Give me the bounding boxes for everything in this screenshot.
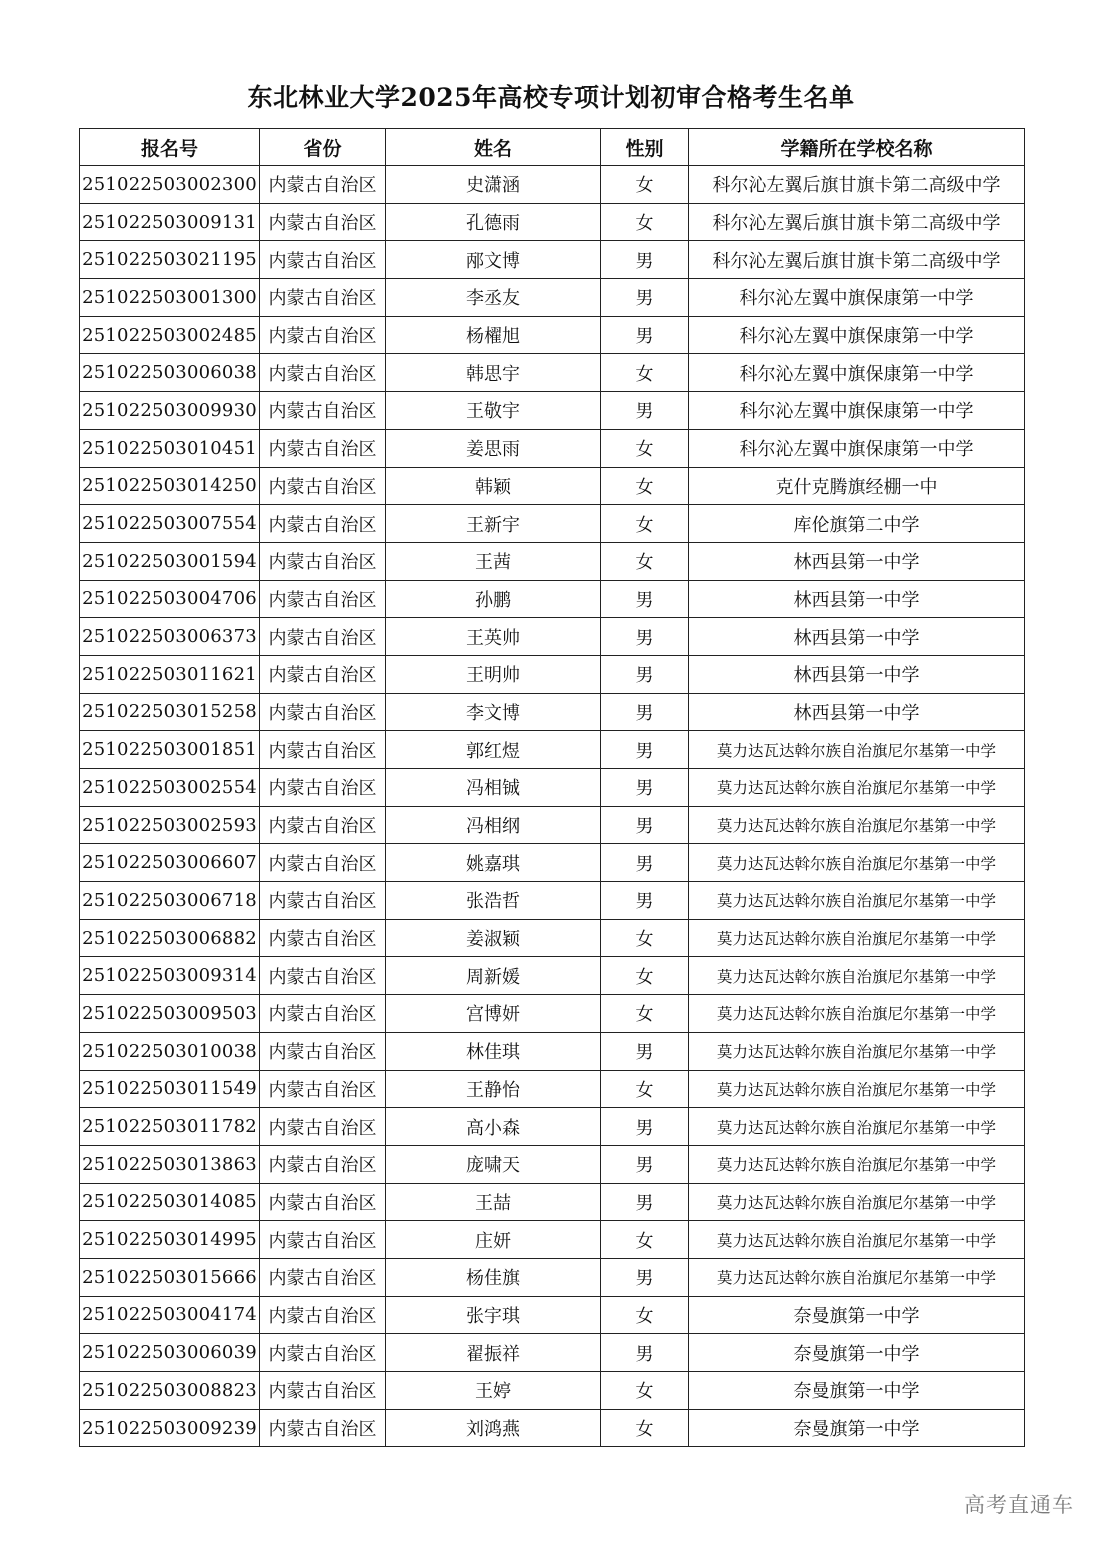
table-row xyxy=(80,580,1025,618)
school-cell: 科尔沁左翼后旗甘旗卡第二高级中学 xyxy=(689,241,1025,279)
name-cell: 翟振祥 xyxy=(386,1334,601,1372)
province-cell: 内蒙古自治区 xyxy=(260,580,386,618)
name-cell: 王茜 xyxy=(386,542,601,580)
table-row xyxy=(80,1258,1025,1296)
school-cell: 林西县第一中学 xyxy=(689,542,1025,580)
name-cell: 郭红煜 xyxy=(386,731,601,769)
name-cell: 高小森 xyxy=(386,1108,601,1146)
name-cell: 庄妍 xyxy=(386,1221,601,1259)
school-cell: 莫力达瓦达斡尔族自治旗尼尔基第一中学 xyxy=(689,731,1025,769)
gender-cell: 女 xyxy=(601,1221,689,1259)
province-cell: 内蒙古自治区 xyxy=(260,769,386,807)
registration-number-cell: 251022503009131 xyxy=(80,203,260,241)
gender-cell: 女 xyxy=(601,919,689,957)
name-cell: 王婷 xyxy=(386,1372,601,1410)
table-row xyxy=(80,995,1025,1033)
province-cell: 内蒙古自治区 xyxy=(260,279,386,317)
school-cell: 科尔沁左翼中旗保康第一中学 xyxy=(689,392,1025,430)
header-row xyxy=(80,129,1025,166)
school-cell: 林西县第一中学 xyxy=(689,693,1025,731)
registration-number-cell: 251022503021195 xyxy=(80,241,260,279)
school-cell: 科尔沁左翼中旗保康第一中学 xyxy=(689,354,1025,392)
school-cell: 奈曼旗第一中学 xyxy=(689,1296,1025,1334)
registration-number-cell: 251022503006039 xyxy=(80,1334,260,1372)
name-cell: 韩颖 xyxy=(386,467,601,505)
table-row xyxy=(80,919,1025,957)
page-title: 东北林业大学2025年高校专项计划初审合格考生名单 xyxy=(247,83,855,112)
registration-number-cell: 251022503010451 xyxy=(80,429,260,467)
school-cell: 库伦旗第二中学 xyxy=(689,505,1025,543)
school-cell: 奈曼旗第一中学 xyxy=(689,1409,1025,1447)
table-row xyxy=(80,806,1025,844)
province-cell: 内蒙古自治区 xyxy=(260,1258,386,1296)
name-cell: 宫博妍 xyxy=(386,995,601,1033)
table-row xyxy=(80,354,1025,392)
school-cell: 克什克腾旗经棚一中 xyxy=(689,467,1025,505)
school-cell: 林西县第一中学 xyxy=(689,655,1025,693)
name-cell: 周新媛 xyxy=(386,957,601,995)
registration-number-cell: 251022503002593 xyxy=(80,806,260,844)
table-row xyxy=(80,1372,1025,1410)
table-row xyxy=(80,693,1025,731)
table-row xyxy=(80,957,1025,995)
name-cell: 李文博 xyxy=(386,693,601,731)
province-cell: 内蒙古自治区 xyxy=(260,1070,386,1108)
table-row xyxy=(80,769,1025,807)
table-header xyxy=(80,129,1025,166)
name-cell: 王英帅 xyxy=(386,618,601,656)
gender-cell: 女 xyxy=(601,429,689,467)
registration-number-cell: 251022503001851 xyxy=(80,731,260,769)
registration-number-cell: 251022503011549 xyxy=(80,1070,260,1108)
province-cell: 内蒙古自治区 xyxy=(260,1334,386,1372)
table-row xyxy=(80,166,1025,204)
school-cell: 科尔沁左翼后旗甘旗卡第二高级中学 xyxy=(689,166,1025,204)
province-cell: 内蒙古自治区 xyxy=(260,354,386,392)
province-cell: 内蒙古自治区 xyxy=(260,995,386,1033)
province-cell: 内蒙古自治区 xyxy=(260,505,386,543)
school-cell: 莫力达瓦达斡尔族自治旗尼尔基第一中学 xyxy=(689,1070,1025,1108)
gender-cell: 女 xyxy=(601,957,689,995)
registration-number-cell: 251022503001594 xyxy=(80,542,260,580)
gender-cell: 男 xyxy=(601,1334,689,1372)
school-cell: 莫力达瓦达斡尔族自治旗尼尔基第一中学 xyxy=(689,957,1025,995)
school-cell: 莫力达瓦达斡尔族自治旗尼尔基第一中学 xyxy=(689,882,1025,920)
school-cell: 莫力达瓦达斡尔族自治旗尼尔基第一中学 xyxy=(689,1108,1025,1146)
name-cell: 杨佳旗 xyxy=(386,1258,601,1296)
table-row xyxy=(80,505,1025,543)
province-cell: 内蒙古自治区 xyxy=(260,844,386,882)
name-cell: 杨櫂旭 xyxy=(386,316,601,354)
registration-number-cell: 251022503006607 xyxy=(80,844,260,882)
gender-cell: 男 xyxy=(601,241,689,279)
gender-cell: 男 xyxy=(601,279,689,317)
table-row xyxy=(80,618,1025,656)
school-cell: 莫力达瓦达斡尔族自治旗尼尔基第一中学 xyxy=(689,806,1025,844)
province-cell: 内蒙古自治区 xyxy=(260,618,386,656)
table-row xyxy=(80,1032,1025,1070)
name-cell: 张浩哲 xyxy=(386,882,601,920)
gender-cell: 女 xyxy=(601,467,689,505)
gender-cell: 男 xyxy=(601,316,689,354)
name-cell: 孙鹏 xyxy=(386,580,601,618)
registration-number-cell: 251022503001300 xyxy=(80,279,260,317)
name-cell: 姜思雨 xyxy=(386,429,601,467)
school-cell: 科尔沁左翼中旗保康第一中学 xyxy=(689,279,1025,317)
registration-number-cell: 251022503004706 xyxy=(80,580,260,618)
province-cell: 内蒙古自治区 xyxy=(260,203,386,241)
gender-cell: 男 xyxy=(601,392,689,430)
gender-cell: 女 xyxy=(601,1296,689,1334)
gender-cell: 女 xyxy=(601,505,689,543)
province-cell: 内蒙古自治区 xyxy=(260,429,386,467)
table-row xyxy=(80,1221,1025,1259)
name-cell: 邴文博 xyxy=(386,241,601,279)
gender-cell: 男 xyxy=(601,1258,689,1296)
province-cell: 内蒙古自治区 xyxy=(260,1296,386,1334)
province-cell: 内蒙古自治区 xyxy=(260,1032,386,1070)
name-cell: 刘鸿燕 xyxy=(386,1409,601,1447)
province-cell: 内蒙古自治区 xyxy=(260,542,386,580)
gender-cell: 男 xyxy=(601,882,689,920)
table-row xyxy=(80,1183,1025,1221)
registration-number-cell: 251022503015666 xyxy=(80,1258,260,1296)
school-cell: 林西县第一中学 xyxy=(689,580,1025,618)
registration-number-cell: 251022503014085 xyxy=(80,1183,260,1221)
table-row xyxy=(80,1296,1025,1334)
province-cell: 内蒙古自治区 xyxy=(260,957,386,995)
table-row xyxy=(80,844,1025,882)
province-cell: 内蒙古自治区 xyxy=(260,1183,386,1221)
province-cell: 内蒙古自治区 xyxy=(260,166,386,204)
province-cell: 内蒙古自治区 xyxy=(260,655,386,693)
province-cell: 内蒙古自治区 xyxy=(260,316,386,354)
registration-number-cell: 251022503014250 xyxy=(80,467,260,505)
table-row xyxy=(80,1409,1025,1447)
watermark: 高考直通车 xyxy=(964,1493,1074,1517)
province-cell: 内蒙古自治区 xyxy=(260,731,386,769)
registration-number-cell: 251022503002485 xyxy=(80,316,260,354)
table-row xyxy=(80,731,1025,769)
name-cell: 孔德雨 xyxy=(386,203,601,241)
name-cell: 李丞友 xyxy=(386,279,601,317)
gender-cell: 男 xyxy=(601,1183,689,1221)
name-cell: 冯相铖 xyxy=(386,769,601,807)
school-cell: 莫力达瓦达斡尔族自治旗尼尔基第一中学 xyxy=(689,995,1025,1033)
header-name: 姓名 xyxy=(386,129,601,166)
gender-cell: 男 xyxy=(601,731,689,769)
province-cell: 内蒙古自治区 xyxy=(260,1372,386,1410)
gender-cell: 女 xyxy=(601,1409,689,1447)
table-body xyxy=(80,166,1025,1447)
table-row xyxy=(80,392,1025,430)
table-row xyxy=(80,882,1025,920)
gender-cell: 女 xyxy=(601,166,689,204)
registration-number-cell: 251022503010038 xyxy=(80,1032,260,1070)
province-cell: 内蒙古自治区 xyxy=(260,693,386,731)
gender-cell: 男 xyxy=(601,618,689,656)
registration-number-cell: 251022503008823 xyxy=(80,1372,260,1410)
school-cell: 科尔沁左翼后旗甘旗卡第二高级中学 xyxy=(689,203,1025,241)
school-cell: 科尔沁左翼中旗保康第一中学 xyxy=(689,316,1025,354)
province-cell: 内蒙古自治区 xyxy=(260,1108,386,1146)
province-cell: 内蒙古自治区 xyxy=(260,919,386,957)
candidate-table xyxy=(79,128,1025,1447)
school-cell: 奈曼旗第一中学 xyxy=(689,1372,1025,1410)
province-cell: 内蒙古自治区 xyxy=(260,241,386,279)
gender-cell: 男 xyxy=(601,1145,689,1183)
header-registration-number: 报名号 xyxy=(80,129,260,166)
registration-number-cell: 251022503009314 xyxy=(80,957,260,995)
gender-cell: 男 xyxy=(601,1032,689,1070)
registration-number-cell: 251022503006373 xyxy=(80,618,260,656)
gender-cell: 男 xyxy=(601,1108,689,1146)
table-row xyxy=(80,1108,1025,1146)
name-cell: 姜淑颖 xyxy=(386,919,601,957)
registration-number-cell: 251022503006038 xyxy=(80,354,260,392)
gender-cell: 女 xyxy=(601,995,689,1033)
name-cell: 王新宇 xyxy=(386,505,601,543)
gender-cell: 女 xyxy=(601,542,689,580)
name-cell: 王敬宇 xyxy=(386,392,601,430)
registration-number-cell: 251022503004174 xyxy=(80,1296,260,1334)
table-row xyxy=(80,542,1025,580)
header-school: 学籍所在学校名称 xyxy=(689,129,1025,166)
school-cell: 莫力达瓦达斡尔族自治旗尼尔基第一中学 xyxy=(689,769,1025,807)
name-cell: 史潇涵 xyxy=(386,166,601,204)
gender-cell: 男 xyxy=(601,655,689,693)
registration-number-cell: 251022503002554 xyxy=(80,769,260,807)
table-row xyxy=(80,1145,1025,1183)
table-row xyxy=(80,279,1025,317)
name-cell: 张宇琪 xyxy=(386,1296,601,1334)
table-row xyxy=(80,429,1025,467)
school-cell: 莫力达瓦达斡尔族自治旗尼尔基第一中学 xyxy=(689,1145,1025,1183)
table-row xyxy=(80,203,1025,241)
province-cell: 内蒙古自治区 xyxy=(260,392,386,430)
school-cell: 莫力达瓦达斡尔族自治旗尼尔基第一中学 xyxy=(689,1032,1025,1070)
school-cell: 莫力达瓦达斡尔族自治旗尼尔基第一中学 xyxy=(689,1183,1025,1221)
name-cell: 冯相纲 xyxy=(386,806,601,844)
gender-cell: 男 xyxy=(601,693,689,731)
name-cell: 庞啸天 xyxy=(386,1145,601,1183)
registration-number-cell: 251022503009503 xyxy=(80,995,260,1033)
registration-number-cell: 251022503011621 xyxy=(80,655,260,693)
table-row xyxy=(80,1070,1025,1108)
name-cell: 王喆 xyxy=(386,1183,601,1221)
table-row xyxy=(80,316,1025,354)
registration-number-cell: 251022503014995 xyxy=(80,1221,260,1259)
school-cell: 莫力达瓦达斡尔族自治旗尼尔基第一中学 xyxy=(689,1221,1025,1259)
school-cell: 莫力达瓦达斡尔族自治旗尼尔基第一中学 xyxy=(689,1258,1025,1296)
gender-cell: 女 xyxy=(601,1372,689,1410)
school-cell: 莫力达瓦达斡尔族自治旗尼尔基第一中学 xyxy=(689,919,1025,957)
gender-cell: 女 xyxy=(601,1070,689,1108)
province-cell: 内蒙古自治区 xyxy=(260,806,386,844)
header-province: 省份 xyxy=(260,129,386,166)
registration-number-cell: 251022503011782 xyxy=(80,1108,260,1146)
gender-cell: 男 xyxy=(601,806,689,844)
province-cell: 内蒙古自治区 xyxy=(260,1409,386,1447)
name-cell: 姚嘉琪 xyxy=(386,844,601,882)
registration-number-cell: 251022503007554 xyxy=(80,505,260,543)
gender-cell: 男 xyxy=(601,844,689,882)
registration-number-cell: 251022503015258 xyxy=(80,693,260,731)
school-cell: 科尔沁左翼中旗保康第一中学 xyxy=(689,429,1025,467)
name-cell: 林佳琪 xyxy=(386,1032,601,1070)
registration-number-cell: 251022503013863 xyxy=(80,1145,260,1183)
name-cell: 韩思宇 xyxy=(386,354,601,392)
registration-number-cell: 251022503006718 xyxy=(80,882,260,920)
name-cell: 王静怡 xyxy=(386,1070,601,1108)
province-cell: 内蒙古自治区 xyxy=(260,467,386,505)
gender-cell: 女 xyxy=(601,354,689,392)
school-cell: 林西县第一中学 xyxy=(689,618,1025,656)
table-row xyxy=(80,1334,1025,1372)
table-row xyxy=(80,655,1025,693)
province-cell: 内蒙古自治区 xyxy=(260,1145,386,1183)
gender-cell: 男 xyxy=(601,580,689,618)
table-row xyxy=(80,241,1025,279)
table-row xyxy=(80,467,1025,505)
registration-number-cell: 251022503009930 xyxy=(80,392,260,430)
header-gender: 性别 xyxy=(601,129,689,166)
name-cell: 王明帅 xyxy=(386,655,601,693)
province-cell: 内蒙古自治区 xyxy=(260,882,386,920)
registration-number-cell: 251022503006882 xyxy=(80,919,260,957)
school-cell: 莫力达瓦达斡尔族自治旗尼尔基第一中学 xyxy=(689,844,1025,882)
gender-cell: 男 xyxy=(601,769,689,807)
province-cell: 内蒙古自治区 xyxy=(260,1221,386,1259)
registration-number-cell: 251022503002300 xyxy=(80,166,260,204)
registration-number-cell: 251022503009239 xyxy=(80,1409,260,1447)
school-cell: 奈曼旗第一中学 xyxy=(689,1334,1025,1372)
gender-cell: 女 xyxy=(601,203,689,241)
